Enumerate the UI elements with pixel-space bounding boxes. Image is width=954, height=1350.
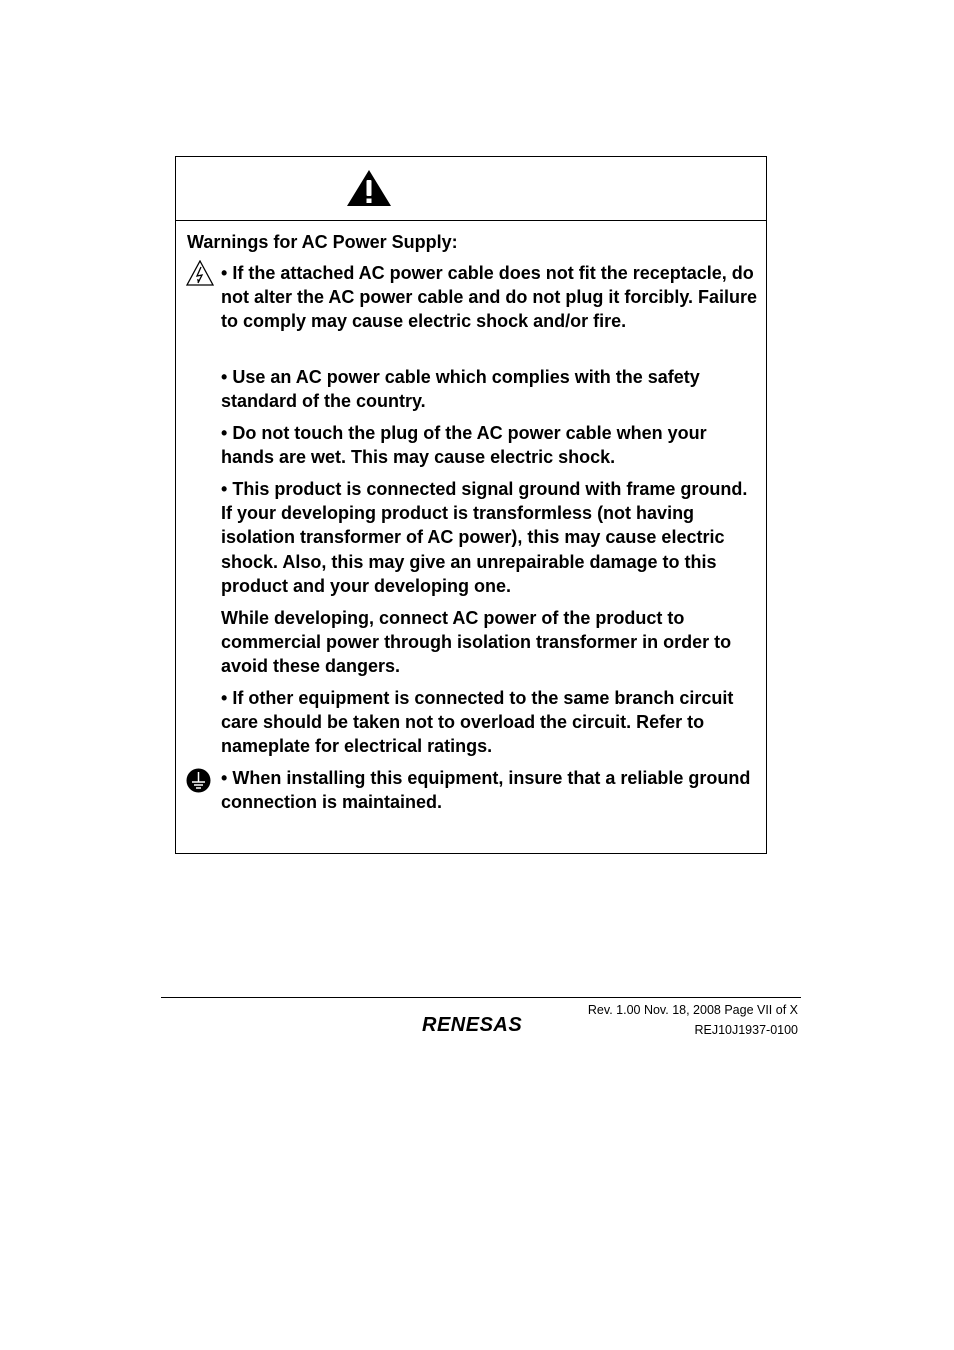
warning-item-7 bbox=[221, 766, 761, 814]
warning-item-6 bbox=[221, 686, 761, 759]
bullet-1: • bbox=[221, 263, 228, 283]
electric-shock-icon bbox=[186, 260, 214, 286]
warning-item-2 bbox=[221, 365, 761, 413]
footer-rule bbox=[161, 997, 801, 998]
warning-item-7-text: When installing this equipment, insure that a reliable ground connection is maintained. bbox=[221, 768, 751, 813]
warning-item-1-text: If the attached AC power cable does not fit the receptacle, do not alter the AC power cable and do not plug it forcibly. Failure to comply may cause electric shock and/or fire. bbox=[221, 263, 758, 332]
warning-item-6-text: If other equipment is connected to the same branch circuit care should be taken not to overload the circuit. Refer to nameplate for electrical ratings. bbox=[221, 688, 734, 757]
section-title: Warnings for AC Power Supply: bbox=[187, 232, 458, 252]
warning-triangle-icon bbox=[346, 169, 392, 207]
warning-header bbox=[176, 157, 766, 221]
renesas-logo bbox=[420, 1014, 542, 1036]
warning-item-1 bbox=[221, 261, 761, 334]
logo-text: RENESAS bbox=[422, 1014, 523, 1036]
warning-box bbox=[175, 156, 767, 854]
ground-icon bbox=[186, 768, 211, 793]
warning-item-2-text: Use an AC power cable which complies with the safety standard of the country. bbox=[221, 367, 700, 412]
bullet-6: • bbox=[221, 688, 228, 708]
warning-item-4-text: This product is connected signal ground with frame ground. If your developing product is transformless (not having isolation transformer of AC power), this may cause electric shock. Also, this may give an unrepairable damage to this product and your developing one. bbox=[221, 479, 748, 596]
warning-item-5 bbox=[221, 606, 761, 679]
bullet-2: • bbox=[221, 367, 228, 387]
footer-revision: Rev. 1.00 Nov. 18, 2008 Page VII of X bbox=[587, 1003, 798, 1017]
bullet-7: • bbox=[221, 768, 228, 788]
warning-item-5-text: While developing, connect AC power of the product to commercial power through isolation transformer in order to avoid these dangers. bbox=[221, 608, 732, 677]
footer-doc-code: REJ10J1937-0100 bbox=[694, 1023, 798, 1037]
warning-item-3 bbox=[221, 421, 761, 469]
warning-item-4 bbox=[221, 477, 761, 598]
bullet-3: • bbox=[221, 423, 228, 443]
bullet-4: • bbox=[221, 479, 228, 499]
warning-item-3-text: Do not touch the plug of the AC power cable when your hands are wet. This may cause electric shock. bbox=[221, 423, 707, 468]
